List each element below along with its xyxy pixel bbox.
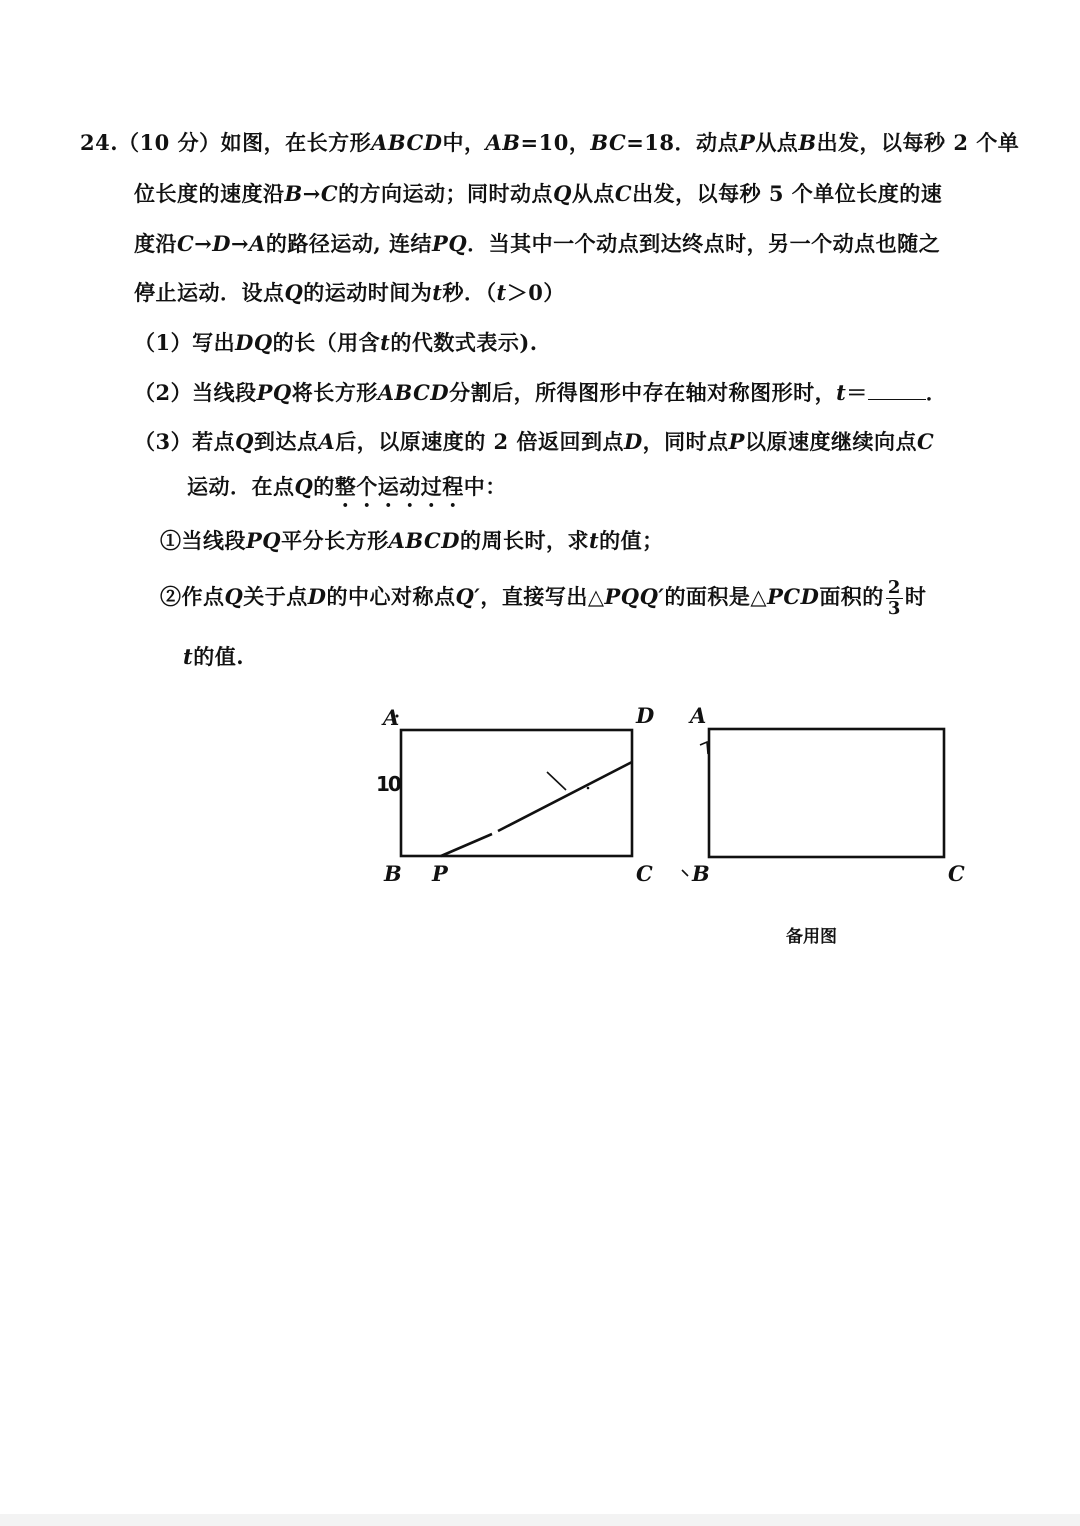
part-text: 运动．在点 — [187, 474, 295, 499]
sub-label: ①当线段 — [160, 528, 246, 553]
pencil-mark — [700, 742, 708, 754]
point-q: Q — [235, 429, 254, 454]
part-label: （3）若点 — [134, 429, 236, 454]
part-text: ，直接写出△ — [480, 584, 605, 609]
figure-2-label-b: B — [692, 861, 710, 886]
stem-text: ．当其中一个动点到达终点时，另一个动点也随之 — [467, 231, 941, 256]
point-b: B — [798, 130, 817, 155]
segment-ab: AB — [485, 130, 521, 155]
var-t: t — [183, 644, 194, 669]
part-text: 的 — [313, 474, 335, 499]
point-c: C — [614, 181, 633, 206]
figure-2-label-c: C — [948, 861, 965, 886]
stem-text: 出发，以每秒 2 个单 — [816, 130, 1020, 155]
part-text: 的面积是△ — [664, 584, 768, 609]
stem-text: 中， — [442, 130, 486, 155]
part-text: 的值. — [193, 644, 245, 669]
point-p: P — [739, 130, 756, 155]
stem-text: 停止运动．设点 — [134, 280, 285, 305]
segment-pq-part-1 — [441, 834, 492, 856]
part-text: 的中心对称点 — [326, 584, 456, 609]
figure-1-label-c: C — [636, 861, 653, 886]
point-a: A — [318, 429, 336, 454]
figure-1-label-b: B — [384, 861, 402, 886]
figure-2-caption: 备用图 — [786, 927, 837, 947]
stem-text: 位长度的速度沿 — [134, 181, 285, 206]
part-text: 分割后，所得图形中存在轴对称图形时， — [449, 380, 837, 405]
part-label: （2）当线段 — [134, 380, 257, 405]
rect-name: ABCD — [371, 130, 443, 155]
figure-1-label-a: A — [383, 705, 400, 730]
fraction-numerator: 2 — [887, 577, 901, 598]
point-q: Q — [294, 474, 314, 499]
part-label: （1）写出 — [134, 330, 236, 355]
var-t: t — [588, 528, 600, 553]
bc-value: =18．动点 — [626, 130, 740, 155]
segment-pq: PQ — [432, 231, 468, 256]
stem-text: 秒．（ — [442, 280, 497, 305]
pencil-dot — [587, 787, 590, 790]
part-text: 的长（用含 — [272, 330, 381, 355]
stem-text: 从点 — [755, 130, 799, 155]
point-c: C — [916, 429, 935, 454]
segment-bc: BC — [590, 130, 627, 155]
var-t: t — [496, 280, 507, 305]
part-text: ，同时点 — [642, 429, 729, 454]
point-d: D — [307, 584, 327, 609]
part-text: 以原速度继续向点 — [744, 429, 917, 454]
part-text: 关于点 — [243, 584, 308, 609]
triangle-pcd: PCD — [767, 584, 820, 609]
figure-1-rectangle — [401, 730, 632, 856]
stem-text: 的路径运动, 连结 — [265, 231, 433, 256]
part-text: 的值； — [599, 528, 664, 553]
figure-2-rectangle — [709, 729, 944, 857]
part-text: 后，以原速度的 2 倍返回到点 — [335, 429, 624, 454]
segment-dq: DQ — [235, 330, 273, 355]
figure-2-label-a: A — [690, 703, 707, 728]
segment-pq: PQ — [256, 380, 292, 405]
segment-pq: PQ — [246, 528, 282, 553]
var-t: t — [380, 330, 391, 355]
part-text: ． — [925, 380, 948, 405]
part-text: 中： — [463, 474, 507, 499]
question-number: 24. — [80, 130, 119, 155]
equals-sign: ＝ — [846, 380, 868, 405]
point-d: D — [623, 429, 643, 454]
part-text: 时 — [904, 584, 927, 609]
stem-text: 从点 — [571, 181, 615, 206]
path-cda: C→D→A — [177, 231, 266, 256]
point-q: Q — [224, 584, 244, 609]
point-p: P — [728, 429, 745, 454]
fraction-denominator: 3 — [887, 598, 901, 619]
point-q: Q — [553, 181, 572, 206]
figure-1-label-d: D — [636, 703, 655, 728]
question-points: （10 分） — [118, 130, 221, 155]
var-t: t — [836, 380, 847, 405]
point-q-prime: Q′ — [455, 584, 481, 609]
part-text: 的周长时，求 — [459, 528, 589, 553]
rect-name: ABCD — [377, 380, 450, 405]
stem-text: 的运动时间为 — [303, 280, 433, 305]
part-text: 平分长方形 — [281, 528, 389, 553]
part-text: 面积的 — [819, 584, 884, 609]
stem-text: 度沿 — [134, 231, 177, 256]
ab-value: =10， — [520, 130, 591, 155]
stem-text: 出发，以每秒 5 个单位长度的速 — [632, 181, 943, 206]
triangle-pqq: PQQ′ — [604, 584, 665, 609]
path-bc: B→C — [284, 181, 339, 206]
pencil-mark — [682, 870, 688, 876]
scan-bottom-edge — [0, 1514, 1080, 1526]
stem-text: 如图，在长方形 — [220, 130, 372, 155]
part-text: 到达点 — [253, 429, 319, 454]
sub-label: ②作点 — [160, 584, 225, 609]
emphasized-text: 整个运动过程 — [334, 474, 464, 499]
part-text: 将长方形 — [291, 380, 378, 405]
stem-text: 的方向运动；同时动点 — [338, 181, 554, 206]
figure-1-side-label: 10 — [376, 772, 400, 796]
figure-1-label-p: P — [432, 861, 448, 886]
var-t: t — [432, 280, 443, 305]
rect-name: ABCD — [388, 528, 460, 553]
point-q: Q — [284, 280, 304, 305]
pencil-tick-mark — [547, 772, 566, 790]
segment-pq-part-2 — [498, 762, 632, 831]
part-text: 的代数式表示). — [390, 330, 538, 355]
stem-text: ＞0） — [506, 280, 565, 305]
